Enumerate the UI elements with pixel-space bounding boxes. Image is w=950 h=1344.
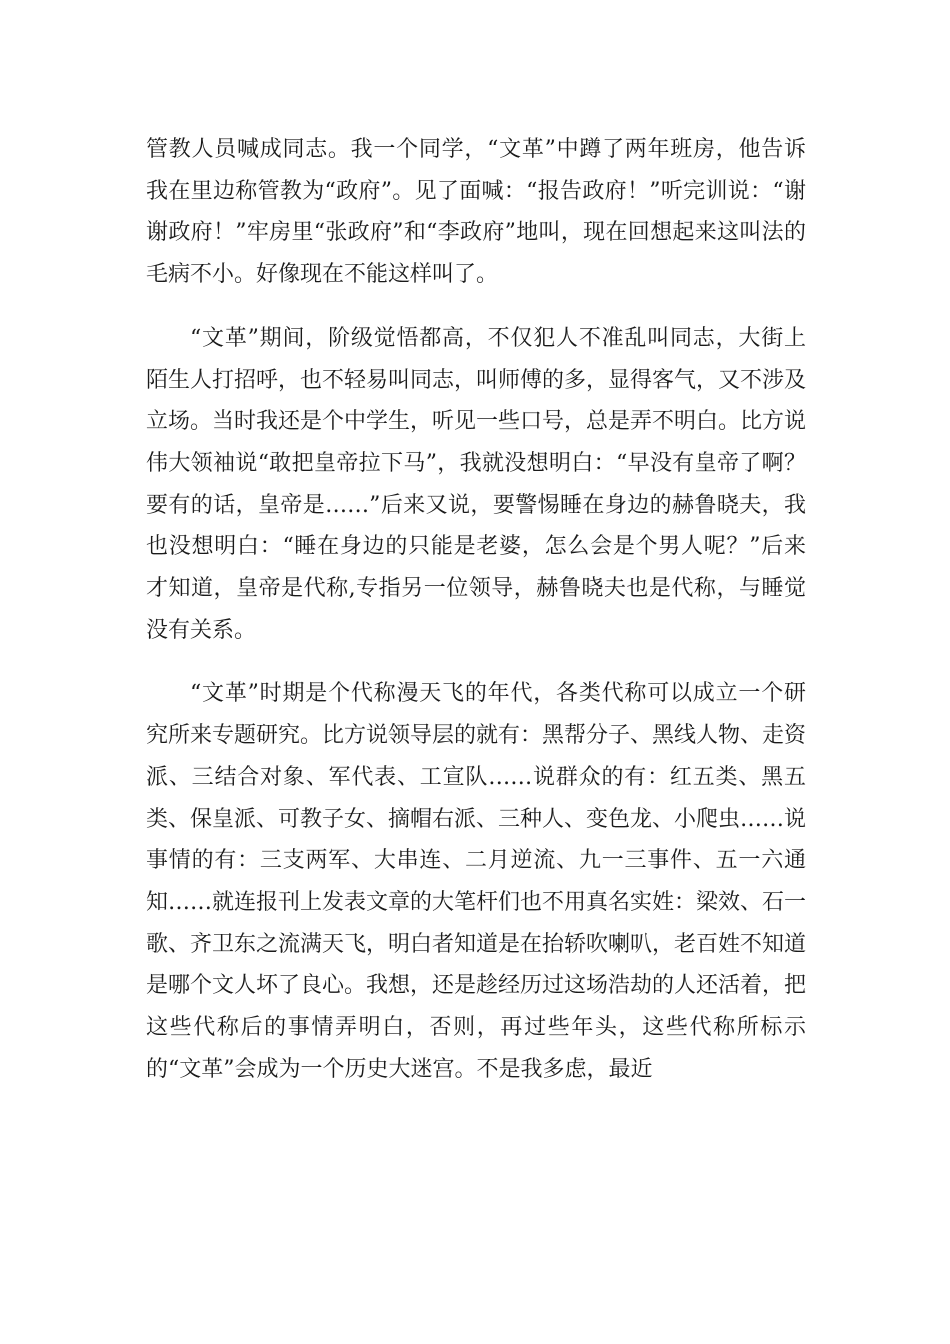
paragraph-3: “文革”时期是个代称漫天飞的年代，各类代称可以成立一个研究所来专题研究。比方说领导层的就有：黑帮分子、黑线人物、走资派、三结合对象、军代表、工宣队……说群众的有：红五类、黑五类、保皇派、可教子女、摘帽右派、三种人、变色龙、小爬虫……说事情的有：三支两军、大串连、二月逆流、九一三事件、五一六通知……就连报刊上发表文章的大笔杆们也不用真名实姓：梁效、石一歌、齐卫东之流满天飞，明白者知道是在抬轿吹喇叭，老百姓不知道是哪个文人坏了良心。我想，还是趁经历过这场浩劫的人还活着，把这些代称后的事情弄明白，否则，再过些年头，这些代称所标示的“文革”会成为一个历史大迷宫。不是我多虑，最近 — [146, 681, 807, 1082]
paragraph-1: 管教人员喊成同志。我一个同学，“文革”中蹲了两年班房，他告诉我在里边称管教为“政府”。见了面喊：“报告政府！”听完训说：“谢谢政府！”牢房里“张政府”和“李政府”地叫，现在回想起来这叫法的毛病不小。好像现在不能这样叫了。 — [146, 137, 806, 288]
document-body — [146, 129, 806, 1112]
paragraph-2: “文革”期间，阶级觉悟都高，不仅犯人不准乱叫同志，大街上陌生人打招呼，也不轻易叫同志，叫师傅的多，显得客气，又不涉及立场。当时我还是个中学生，听见一些口号，总是弄不明白。比方说伟大领袖说“敢把皇帝拉下马”，我就没想明白：“早没有皇帝了啊？要有的话，皇帝是……”后来又说，要警惕睡在身边的赫鲁晓夫，我也没想明白：“睡在身边的只能是老婆，怎么会是个男人呢？”后来才知道，皇帝是代称,专指另一位领导，赫鲁晓夫也是代称，与睡觉没有关系。 — [146, 325, 807, 643]
